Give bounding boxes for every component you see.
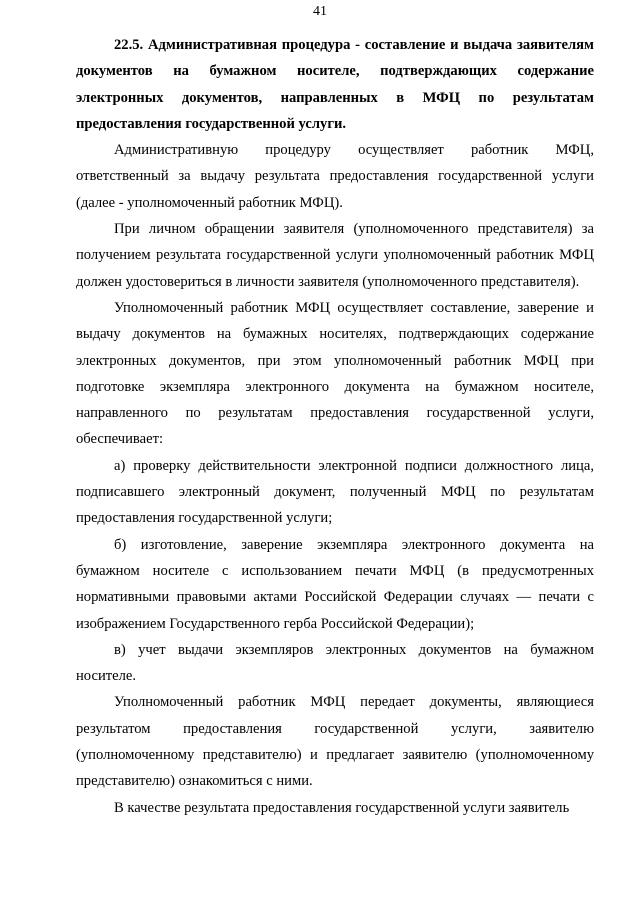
paragraph-identity-check: При личном обращении заявителя (уполномоченного представителя) за получением результата государственной услуги уполномоченный работник МФЦ должен удостовериться в личности заявителя (уполномоченного представителя).	[76, 221, 594, 290]
section-heading: 22.5. Административная процедура - составление и выдача заявителям документов на бумажном носителе, подтверждающих содержание электронных документов, направленных в МФЦ по результатам предоставления государственной услуги.	[76, 37, 594, 132]
page-number: 41	[313, 4, 327, 19]
paragraph-document-preparation: Уполномоченный работник МФЦ осуществляет составление, заверение и выдачу документов на бумажных носителях, подтверждающих содержание электронных документов, при этом уполномоченный работник МФЦ при подготовке экземпляра электронного документа на бумажном носителе, направленного по результатам предоставления государственной услуги, обеспечивает:	[76, 299, 594, 448]
list-item-signature-check: а) проверку действительности электронной подписи должностного лица, подписавшего электронный документ, полученный МФЦ по результатам предоставления государственной услуги;	[76, 457, 594, 527]
paragraph-handover: Уполномоченный работник МФЦ передает документы, являющиеся результатом предоставления государственной услуги, заявителю (уполномоченному представителю) и предлагает заявителю (уполномоченному представителю) ознакомиться с ними.	[76, 694, 594, 790]
paragraph-responsible-worker: Административную процедуру осуществляет работник МФЦ, ответственный за выдачу результата предоставления государственной услуги (далее - уполномоченный работник МФЦ).	[76, 142, 594, 211]
document-body	[76, 32, 594, 821]
paragraph-result: В качестве результата предоставления государственной услуги заявитель	[114, 799, 570, 816]
list-item-certification: б) изготовление, заверение экземпляра электронного документа на бумажном носителе с использованием печати МФЦ (в предусмотренных нормативными правовыми актами Российской Федерации случаях — печати с изображением Государственного герба Российской Федерации);	[76, 536, 594, 632]
list-item-accounting: в) учет выдачи экземпляров электронных документов на бумажном носителе.	[76, 641, 594, 685]
